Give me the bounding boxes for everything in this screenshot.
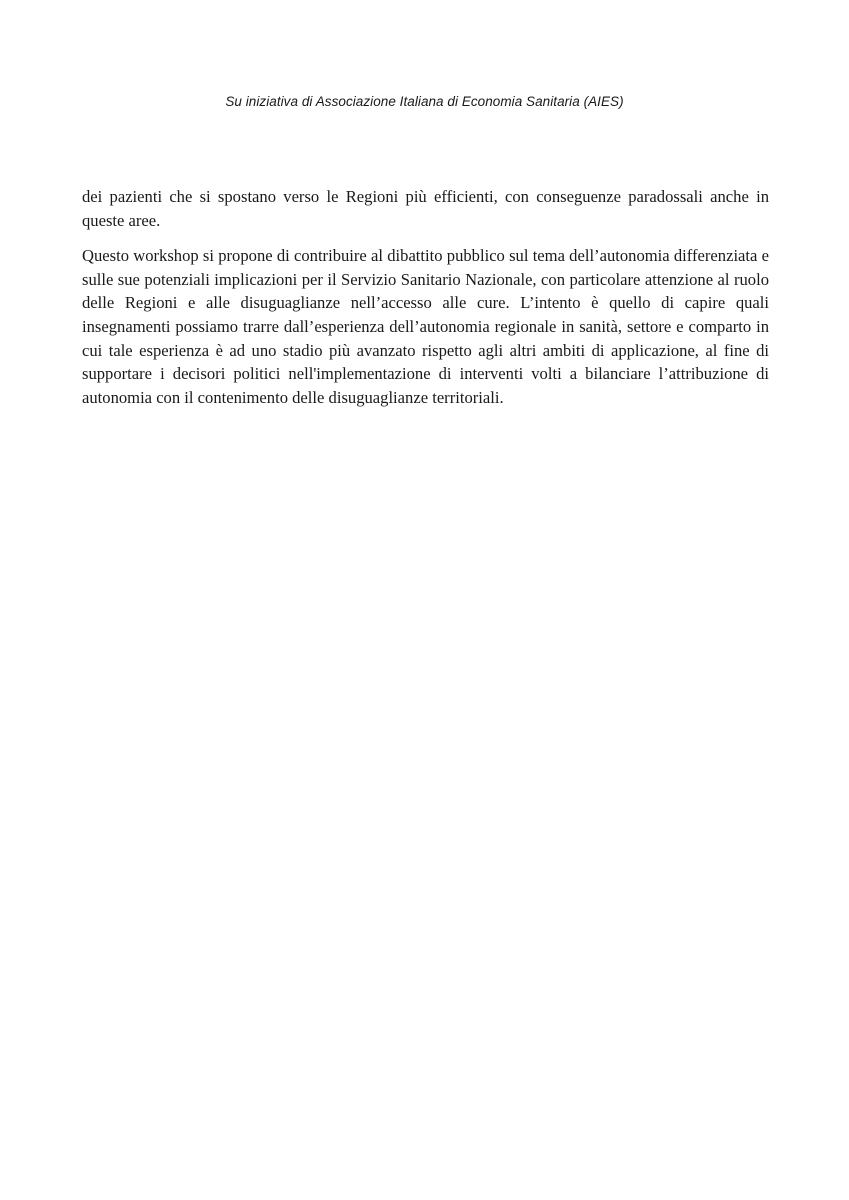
document-body	[82, 185, 769, 421]
paragraph-1: dei pazienti che si spostano verso le Regioni più efficienti, con conseguenze paradossali anche in queste aree.	[82, 187, 769, 230]
page-header: Su iniziativa di Associazione Italiana di Economia Sanitaria (AIES)	[225, 94, 624, 109]
paragraph-2: Questo workshop si propone di contribuire al dibattito pubblico sul tema dell’autonomia differenziata e sulle sue potenziali implicazioni per il Servizio Sanitario Nazionale, con particolare attenzione al ruolo delle Regioni e alle disuguaglianze nell’accesso alle cure. L’intento è quello di capire quali insegnamenti possiamo trarre dall’esperienza dell’autonomia regionale in sanità, settore e comparto in cui tale esperienza è ad uno stadio più avanzato rispetto agli altri ambiti di applicazione, al fine di supportare i decisori politici nell'implementazione di interventi volti a bilanciare l’attribuzione di autonomia con il contenimento delle disuguaglianze territoriali.	[82, 246, 769, 407]
